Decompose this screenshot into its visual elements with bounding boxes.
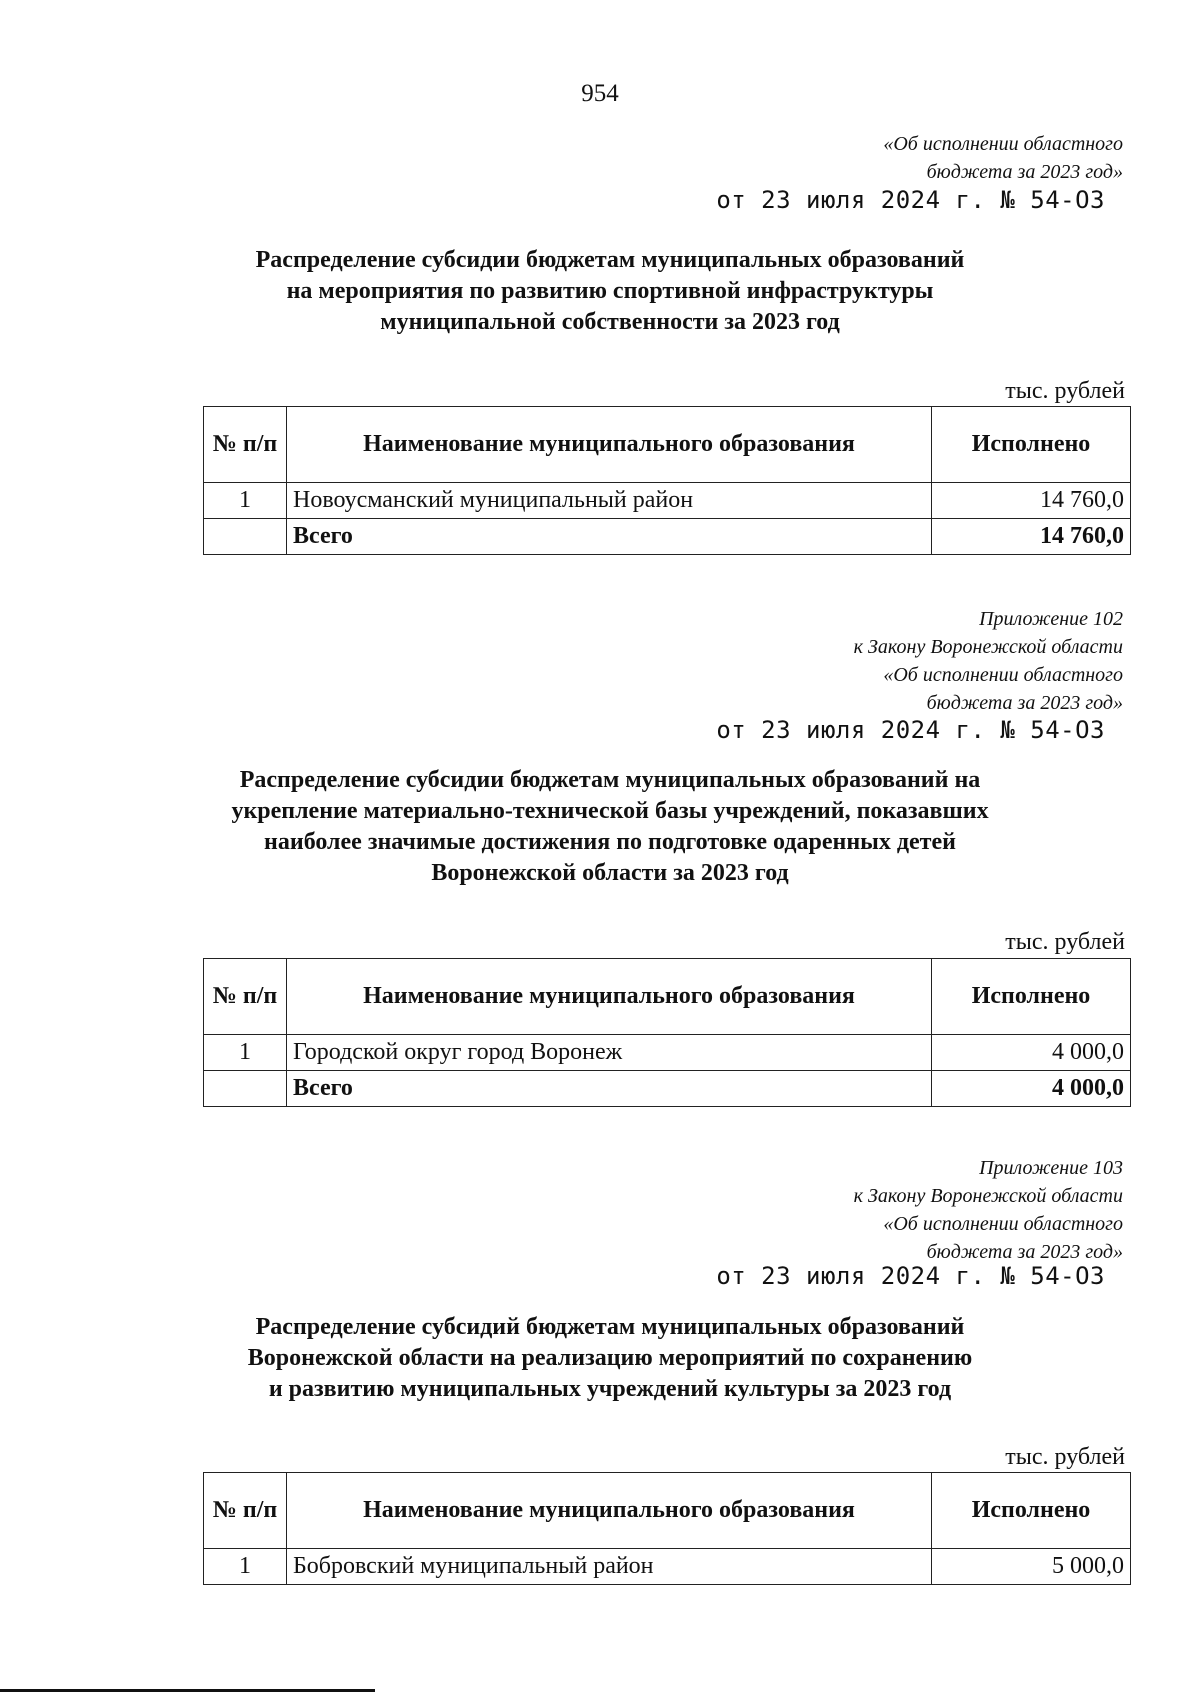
section-title (150, 765, 1070, 889)
row-value: 5 000,0 (932, 1549, 1131, 1585)
distribution-table (203, 1472, 1131, 1585)
unit-label: тыс. рублей (1005, 378, 1125, 404)
appendix-block (854, 1154, 1123, 1266)
section-title (150, 1312, 1070, 1405)
appendix-line: бюджета за 2023 год» (926, 1241, 1123, 1263)
title-line: наиболее значимые достижения по подготовке одаренных детей (264, 829, 956, 855)
total-value: 4 000,0 (932, 1071, 1131, 1107)
row-num: 1 (204, 1035, 287, 1071)
title-line: муниципальной собственности за 2023 год (380, 309, 840, 335)
title-line: Распределение субсидий бюджетам муниципальных образований (255, 1314, 965, 1340)
title-line: Воронежской области на реализацию мероприятий по сохранению (247, 1345, 973, 1371)
appendix-block (883, 130, 1123, 186)
appendix-line: «Об исполнении областного (883, 1213, 1123, 1235)
section-title (150, 245, 1070, 338)
appendix-line: к Закону Воронежской области (853, 1185, 1123, 1207)
header-name: Наименование муниципального образования (287, 407, 932, 483)
header-num: № п/п (204, 959, 287, 1035)
appendix-line: Приложение 102 (979, 608, 1123, 630)
header-value: Исполнено (932, 1473, 1131, 1549)
appendix-line: бюджета за 2023 год» (926, 692, 1123, 714)
distribution-table (203, 406, 1131, 555)
title-line: Распределение субсидии бюджетам муниципальных образований на (239, 767, 981, 793)
title-line: укрепление материально-технической базы учреждений, показавших (231, 798, 989, 824)
table-header-row (204, 959, 1131, 1035)
table-total-row (204, 519, 1131, 555)
total-label: Всего (287, 519, 932, 555)
law-date-line: от 23 июля 2024 г. № 54-ОЗ (716, 186, 1105, 214)
table-row (204, 483, 1131, 519)
total-label: Всего (287, 1071, 932, 1107)
table-header-row (204, 1473, 1131, 1549)
law-date-line: от 23 июля 2024 г. № 54-ОЗ (716, 716, 1105, 744)
total-value: 14 760,0 (932, 519, 1131, 555)
header-name: Наименование муниципального образования (287, 959, 932, 1035)
row-value: 4 000,0 (932, 1035, 1131, 1071)
row-num: 1 (204, 1549, 287, 1585)
row-value: 14 760,0 (932, 483, 1131, 519)
appendix-line: «Об исполнении областного (883, 664, 1123, 686)
table-header-row (204, 407, 1131, 483)
title-line: на мероприятия по развитию спортивной инфраструктуры (286, 278, 934, 304)
unit-label: тыс. рублей (1005, 1444, 1125, 1470)
appendix-line: к Закону Воронежской области (853, 636, 1123, 658)
table-row (204, 1549, 1131, 1585)
law-date-line: от 23 июля 2024 г. № 54-ОЗ (716, 1262, 1105, 1290)
table-row (204, 1035, 1131, 1071)
title-line: Распределение субсидии бюджетам муниципальных образований (255, 247, 965, 273)
header-value: Исполнено (932, 959, 1131, 1035)
appendix-line: Приложение 103 (979, 1157, 1123, 1179)
title-line: Воронежской области за 2023 год (431, 860, 789, 886)
header-num: № п/п (204, 407, 287, 483)
footer-rule (0, 1689, 375, 1692)
page-number: 954 (581, 80, 619, 107)
appendix-block (854, 605, 1123, 717)
unit-label: тыс. рублей (1005, 929, 1125, 955)
total-num-empty (204, 1071, 287, 1107)
table-total-row (204, 1071, 1131, 1107)
total-num-empty (204, 519, 287, 555)
header-num: № п/п (204, 1473, 287, 1549)
row-num: 1 (204, 483, 287, 519)
row-name: Бобровский муниципальный район (287, 1549, 932, 1585)
appendix-line: «Об исполнении областного (883, 133, 1123, 155)
header-value: Исполнено (932, 407, 1131, 483)
row-name: Новоусманский муниципальный район (287, 483, 932, 519)
distribution-table (203, 958, 1131, 1107)
row-name: Городской округ город Воронеж (287, 1035, 932, 1071)
appendix-line: бюджета за 2023 год» (926, 161, 1123, 183)
header-name: Наименование муниципального образования (287, 1473, 932, 1549)
title-line: и развитию муниципальных учреждений культуры за 2023 год (268, 1376, 952, 1402)
